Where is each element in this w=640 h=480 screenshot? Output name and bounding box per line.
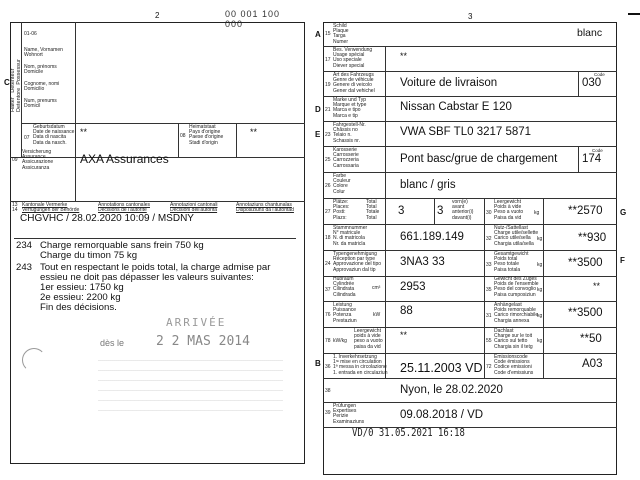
field-17-number: 17 [325, 57, 331, 63]
field-76-label: Leistung Puissance Potenza Prestaziun [333, 302, 357, 324]
field-37-unit: cm³ [372, 285, 381, 291]
note-234-code: 234 [16, 240, 33, 251]
field-32-value: **930 [578, 232, 607, 244]
stamp-date: 2 2 MAS 2014 [156, 334, 250, 349]
field-09-value: AXA Assurances [80, 152, 169, 166]
field-31-value: **3500 [568, 307, 603, 319]
field-78-value: ** [400, 330, 408, 340]
field-35-label: Gewicht des Zuges Poids de l'ensemble Peso del convoglio Paisa cumposiziun [494, 276, 539, 298]
field-21-number: 21 [325, 107, 331, 113]
field-33-number: 33 [486, 262, 492, 268]
field-39-number: 39 [325, 410, 331, 416]
field-30-number: 30 [486, 210, 492, 216]
field-15-label: Schild Plaque Targa Numer [333, 23, 349, 45]
field-09-label: Versicherung Assurance Assicurazione Assicuranza [22, 149, 54, 171]
field-38-value: Nyon, le 28.02.2020 [400, 384, 503, 396]
holder-name-rm: Num, prenums Domicil [24, 98, 57, 110]
field-55-number: 55 [486, 338, 492, 344]
holder-vertical-label: Halter Détenteur Detentore Possessur [10, 59, 22, 112]
field-18-value: 661.189.149 [400, 231, 464, 243]
field-76-unit: kW [373, 312, 381, 318]
field-25-code-label: Code [592, 148, 603, 153]
section-letter-c: C [4, 78, 10, 87]
stamp-line1: ARRIVÉE [166, 316, 227, 329]
field-36-label: 1. Inverkehrsetzung 1ʳᵉ mise en circulation 1ª messa in circolazione 1. entrada en circulaziun [333, 354, 388, 376]
field-27-front-label: vorn(e) avant anterior(i) davant(i) [452, 199, 474, 221]
field-31-label: Anhängelast Poids remorquable Carico rimorchiabile Chargia annexa [494, 302, 539, 324]
field-30-unit: kg [534, 210, 540, 216]
field-26-number: 26 [325, 183, 331, 189]
field-17-value: ** [400, 51, 408, 61]
field-21-label: Marke und Typ Marque et type Marca e tipo Marca e tip [333, 97, 367, 119]
field-24-number: 24 [325, 261, 331, 267]
field-27-total-label: Total Total Totale Total [366, 199, 380, 221]
field-36-number: 36 [325, 364, 331, 370]
field-37-label: Hubraum Cylindrée Cilindrata Cilindrada [333, 276, 356, 298]
side-letter-b: B [315, 359, 321, 368]
side-letter-d: D [315, 105, 321, 114]
field-72-value: A03 [582, 358, 603, 370]
field-37-number: 37 [325, 287, 331, 293]
field-07-value: ** [80, 127, 88, 137]
note-234-text: Charge remorquable sans frein 750 kg Charge du timon 75 kg [40, 240, 204, 261]
field-26-label: Farbe Couleur Colore Colur [333, 173, 351, 195]
stamp-arc [22, 348, 46, 372]
field-13-14-label-it: Annotazioni cantonali Decisioni dell'autorità [170, 202, 218, 214]
field-23-label: Fahrgestell-Nr. Châssis no Telaio n. Schassis nr. [333, 122, 366, 144]
field-32-number: 32 [486, 236, 492, 242]
field-39-value: 09.08.2018 / VD [400, 409, 484, 421]
side-letter-a: A [315, 30, 321, 39]
side-letter-e: E [315, 130, 321, 139]
field-78-unit: kW/kg [333, 338, 347, 344]
field-33-unit: kg [537, 262, 543, 268]
field-25-number: 25 [325, 157, 331, 163]
field-27-label: Plätze: Places: Posti: Plazs: [333, 199, 350, 221]
field-31-unit: kg [537, 313, 543, 319]
field-37-value: 2953 [400, 281, 426, 293]
field-21-value: Nissan Cabstar E 120 [400, 101, 512, 113]
note-243-text: Tout en respectant le poids total, la charge admise par essieu ne doit pas dépasser les valeurs suivantes: 1er essieu: 1750 kg 2e essieu: 2200 kg Fin des décisions. [40, 262, 271, 313]
field-24-label: Typengenehmigung Réception par type Approvazione del tipo Approvaziun dal tip [333, 251, 382, 273]
field-55-unit: kg [537, 338, 543, 344]
field-33-value: **3500 [568, 257, 603, 269]
field-78-label: Leergewicht poids à vide peso a vuoto paisa da vid [354, 328, 383, 350]
field-55-value: **50 [580, 333, 602, 345]
field-09-number: 09 [12, 157, 18, 163]
field-13-14-label-fr: Annotations cantonales Décisions de l'autorité [98, 202, 150, 214]
field-39-stamp: VD/0 31.05.2021 16:18 [352, 427, 465, 439]
field-19-number: 19 [325, 82, 331, 88]
holder-code: 01-06 [24, 31, 37, 37]
field-76-number: 76 [325, 312, 331, 318]
field-17-label: Bes. Verwendung Usage spécial Uso speciale Diever special [333, 47, 373, 69]
field-27-number: 27 [325, 209, 331, 215]
field-31-number: 31 [486, 313, 492, 319]
field-30-label: Leergewicht Poids à vide Peso a vuoto Paisa da vid [494, 199, 524, 221]
field-19-code: 030 [582, 77, 602, 89]
field-30-value: **2570 [568, 205, 603, 217]
field-27-value: 3 [398, 205, 405, 217]
field-27-front-value: 3 [437, 205, 444, 217]
field-24-value: 3NA3 33 [400, 256, 445, 268]
field-25-label: Karosserie Carrosserie Carrozzeria Carrossaria [333, 147, 359, 169]
holder-name-de: Name, Vornamen Wohnort [24, 47, 63, 59]
field-18-number: 18 [325, 235, 331, 241]
field-08-label: Heimatstaat Pays d'origine Paese d'origine Stadi d'origin [189, 124, 224, 146]
side-letter-g: G [620, 208, 627, 217]
field-72-number: 72 [486, 364, 492, 370]
field-18-label: Stammnummer N° matricule N. di matricola Nr. da matricla [333, 225, 368, 247]
field-08-value: ** [250, 127, 258, 137]
field-13-14-value: CHGVHC / 28.02.2020 10:09 / MSDNY [20, 213, 194, 224]
field-19-value: Voiture de livraison [400, 77, 498, 89]
field-13-14-label-rm: Annotaziuns chantunalas Disposiziuns da l'autoritad [236, 202, 294, 214]
left-page-number: 2 [155, 11, 160, 20]
field-19-code-label: Code [594, 72, 605, 77]
right-page-number: 3 [468, 12, 473, 21]
faded-stamp-text [98, 360, 283, 415]
stamp-prefix: dès le [100, 338, 125, 348]
field-32-label: Nutz-/Sattellast Charge utile/sellette Carico utile/sella Chargia utila/sella [494, 225, 539, 247]
cut-off-number: 00 001 100 000 [225, 9, 281, 29]
field-36-value: 25.11.2003 VD [400, 361, 483, 375]
field-13-14-numbers: 13 14 [12, 202, 18, 214]
field-19-label: Art des Fahrzeugs Genre de véhicule Genere di veicolo Gener dal vehichel [333, 72, 375, 94]
field-07-label: Geburtsdatum Date de naissance Data di nascita Data da nasch. [33, 124, 75, 146]
note-243-code: 243 [16, 262, 33, 273]
field-13-14-label-de: Kantonale Vermerke Verfügungen der Behörde [22, 202, 80, 214]
field-32-unit: kg [537, 236, 543, 242]
field-15-number: 15 [325, 31, 331, 37]
edge-mark [628, 13, 640, 15]
field-33-label: Gesamtgewicht Poids total Peso totale Paisa totala [494, 251, 529, 273]
field-07-number: 07 [24, 135, 30, 141]
field-15-value: blanc [577, 27, 603, 39]
field-72-label: Emissionscode Code émissions Codice emissioni Code d'emissiuns [494, 354, 534, 376]
field-35-number: 35 [486, 287, 492, 293]
field-23-value: VWA SBF TL0 3217 5871 [400, 126, 532, 138]
field-08-number: 08 [180, 133, 186, 139]
field-39-label: Prüfungen Expertises Perizie Examinaziuns [333, 403, 365, 425]
field-76-value: 88 [400, 305, 413, 317]
field-78-number: 78 [325, 338, 331, 344]
field-26-value: blanc / gris [400, 179, 456, 191]
field-38-number: 38 [325, 388, 331, 394]
field-55-label: Dachlast Charge sur le toit Carico sul tetto Chargia sin il tetg [494, 328, 533, 350]
field-25-value: Pont basc/grue de chargement [400, 153, 558, 165]
holder-name-fr: Nom, prénoms Domicile [24, 64, 57, 76]
field-35-value: ** [593, 281, 601, 291]
side-letter-f: F [620, 256, 625, 265]
field-35-unit: kg [537, 287, 543, 293]
field-23-number: 23 [325, 132, 331, 138]
field-25-code: 174 [582, 153, 602, 165]
holder-name-it: Cognome, nomi Domicilio [24, 81, 60, 93]
